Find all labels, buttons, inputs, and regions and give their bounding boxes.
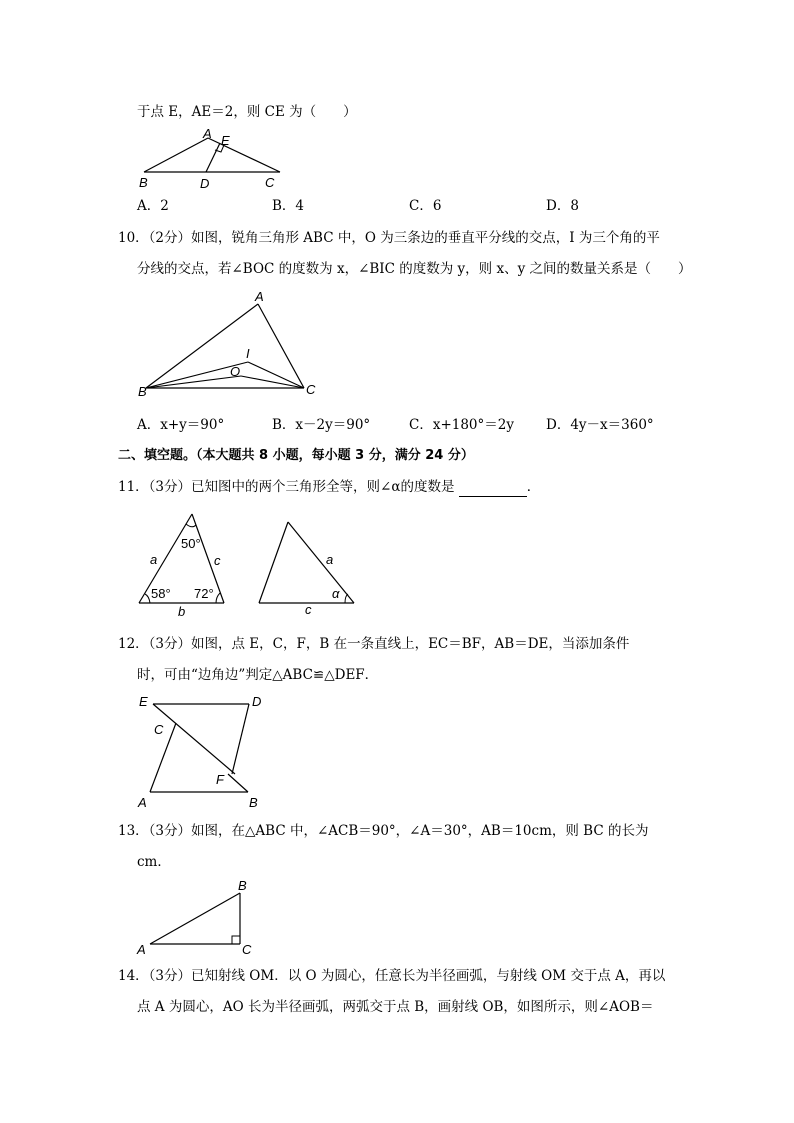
q9-figure xyxy=(136,126,296,196)
q11-end: ． xyxy=(526,479,541,495)
q9-label-c: C xyxy=(265,175,275,190)
q9-option-c[interactable]: C．6 xyxy=(409,198,442,214)
q12-text-line2: 时，可由“边角边”判定△ABC≌△DEF． xyxy=(137,667,379,683)
q13-text-line1: 13．（3分）如图，在△ABC 中，∠ACB＝90°，∠A＝30°，AB＝10cm，则 BC 的长为 xyxy=(118,823,649,839)
q10-label-o: O xyxy=(230,364,241,379)
q10-label-a: A xyxy=(255,289,264,304)
q12-text-line1: 12．（3分）如图，点 E，C，F，B 在一条直线上，EC＝BF，AB＝DE，当添加条件 xyxy=(118,636,630,652)
q11-side-a: a xyxy=(150,552,158,567)
q11-angle-50: 50° xyxy=(181,536,201,551)
q10-option-b[interactable]: B．x－2y＝90° xyxy=(272,417,371,433)
q14-text-line1: 14．（3分）已知射线 OM．以 O 为圆心，任意长为半径画弧，与射线 OM 交于点 A，再以 xyxy=(118,968,666,984)
q10-option-a[interactable]: A．x+y＝90° xyxy=(137,417,225,433)
q14-text-line2: 点 A 为圆心，AO 长为半径画弧，两弧交于点 B，画射线 OB，如图所示，则∠AOB＝ xyxy=(137,999,654,1015)
q11-question: 11．（3分）已知图中的两个三角形全等，则∠α的度数是 xyxy=(118,479,455,495)
q12-label-b: B xyxy=(249,795,258,810)
q10-label-b: B xyxy=(138,384,147,399)
q9-label-e: E xyxy=(221,133,230,148)
q12-label-a: A xyxy=(138,795,147,810)
q11-side-b: b xyxy=(178,604,186,619)
q12-label-d: D xyxy=(252,694,262,709)
q13-label-a: A xyxy=(137,942,146,957)
q10-figure xyxy=(136,290,336,400)
q9-option-b[interactable]: B．4 xyxy=(272,198,305,214)
q12-figure xyxy=(136,690,276,815)
q11-angle-58: 58° xyxy=(151,586,171,601)
q9-label-b: B xyxy=(139,175,148,190)
q10-text-line1: 10．（2分）如图，锐角三角形 ABC 中，O 为三条边的垂直平分线的交点，I 为三个角的平 xyxy=(118,230,660,246)
q10-option-c[interactable]: C．x+180°＝2y xyxy=(409,417,514,433)
q11-right-side-c: c xyxy=(305,602,312,617)
q11-side-c: c xyxy=(214,553,221,568)
q12-label-e: E xyxy=(139,694,148,709)
q11-alpha: α xyxy=(332,586,340,601)
q12-label-c: C xyxy=(154,722,164,737)
q11-right-side-a: a xyxy=(326,552,334,567)
q13-label-b: B xyxy=(238,878,247,893)
q10-label-i: I xyxy=(246,346,250,361)
q9-option-d[interactable]: D．8 xyxy=(546,198,579,214)
q9-text: 于点 E，AE＝2，则 CE 为（ ） xyxy=(137,104,357,120)
q12-label-f: F xyxy=(216,772,224,787)
q10-text-line2: 分线的交点，若∠BOC 的度数为 x，∠BIC 的度数为 y，则 x、y 之间的数量关系是（ ） xyxy=(137,261,692,277)
q9-label-d: D xyxy=(200,176,210,191)
q11-figure-right xyxy=(256,508,366,618)
q10-label-c: C xyxy=(306,382,316,397)
q13-text-line2: cm． xyxy=(137,854,171,870)
q11-answer-blank[interactable] xyxy=(459,482,527,497)
q9-label-a: A xyxy=(203,126,212,141)
q13-label-c: C xyxy=(242,942,252,957)
q11-figure-left xyxy=(136,508,236,618)
q11-text xyxy=(118,477,540,497)
q10-option-d[interactable]: D．4y－x＝360° xyxy=(546,417,654,433)
q13-figure xyxy=(136,876,266,956)
q9-option-a[interactable]: A．2 xyxy=(137,198,169,214)
section-title-fill-in: 二、填空题。（本大题共 8 小题，每小题 3 分，满分 24 分） xyxy=(118,448,474,463)
q11-angle-72: 72° xyxy=(194,586,214,601)
